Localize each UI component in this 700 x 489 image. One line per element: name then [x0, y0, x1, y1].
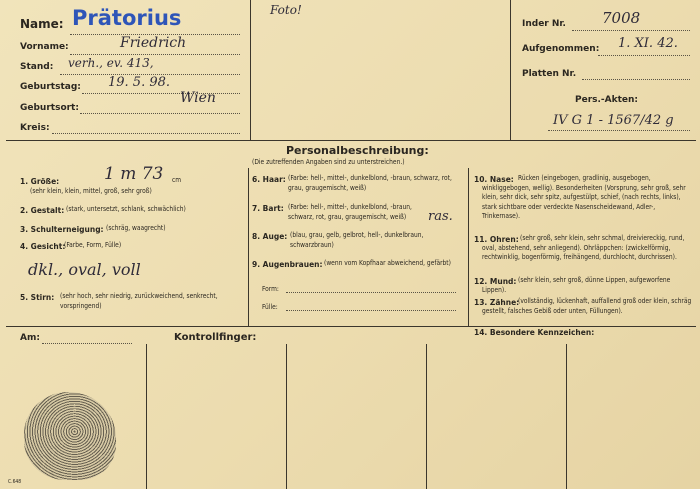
- item-6-text: (Farbe: hell-, mittel-, dunkelblond, -braun, schwarz, rot, grau, graugemischt, weiß): [288, 174, 452, 192]
- geburtsort-line: [80, 113, 240, 114]
- divider-col2: [468, 168, 469, 326]
- geburtstag-line: [82, 93, 240, 94]
- divider-finger-1: [146, 344, 147, 489]
- stand-label: Stand:: [20, 62, 54, 72]
- item-7-hand: ras.: [428, 209, 453, 224]
- item-11-label: 11. Ohren:: [474, 235, 519, 244]
- personalakten-line: [548, 130, 690, 131]
- item-6-label: 6. Haar:: [252, 175, 286, 184]
- item-9-label: 9. Augenbrauen:: [252, 260, 323, 269]
- divider-finger-4: [566, 344, 567, 489]
- personalakten-label: Pers.-Akten:: [575, 95, 639, 105]
- form-line: [286, 292, 456, 293]
- kreis-label: Kreis:: [20, 123, 50, 133]
- item-3-label: 3. Schulterneigung:: [20, 225, 104, 234]
- aufgenommen-value: 1. XI. 42.: [618, 36, 678, 51]
- item-10-label: 10. Nase:: [474, 175, 514, 184]
- item-8-text: (blau, grau, gelb, gelbrot, hell-, dunkelbraun, schwarzbraun): [290, 231, 424, 249]
- platten-line: [582, 79, 690, 80]
- item-14-label: 14. Besondere Kennzeichen:: [474, 328, 595, 337]
- foto-note: Foto!: [270, 3, 302, 17]
- fuelle-line: [286, 310, 456, 311]
- divider-header: [6, 140, 696, 141]
- item-1-label: 1. Größe:: [20, 177, 60, 186]
- divider-top-right: [510, 0, 511, 140]
- item-4-text: (Farbe, Form, Fülle): [64, 241, 122, 249]
- divider-top-left: [250, 0, 251, 140]
- section-subtitle: (Die zutreffenden Angaben sind zu unterstreichen.): [252, 158, 405, 166]
- fingerprint-image: [24, 392, 116, 480]
- name-label: Name:: [20, 17, 64, 31]
- divider-bottom: [6, 326, 696, 327]
- aufgenommen-line: [598, 55, 690, 56]
- divider-finger-2: [286, 344, 287, 489]
- section-title: Personalbeschreibung:: [286, 144, 429, 157]
- divider-finger-3: [426, 344, 427, 489]
- item-9-text: (wenn vom Kopfhaar abweichend, gefärbt): [324, 259, 451, 267]
- divider-col1: [248, 168, 249, 326]
- am-line: [42, 343, 132, 344]
- name-value: Prätorius: [72, 6, 182, 30]
- item-8-label: 8. Auge:: [252, 232, 288, 241]
- geburtsort-label: Geburtsort:: [20, 103, 79, 113]
- inder-value: 7008: [602, 9, 641, 27]
- stand-value: verh., ev. 413,: [68, 56, 154, 70]
- item-5-label: 5. Stirn:: [20, 293, 55, 302]
- item-12-text: (sehr klein, sehr groß, dünne Lippen, aufgeworfene Lippen).: [482, 276, 671, 294]
- item-5-text: (sehr hoch, sehr niedrig, zurückweichend, senkrecht, vorspringend): [60, 292, 218, 310]
- vorname-line: [70, 54, 240, 55]
- personalakten-value: IV G 1 - 1567/42 g: [553, 113, 674, 128]
- am-label: Am:: [20, 333, 40, 343]
- item-2-text: (stark, untersetzt, schlank, schwächlich): [66, 205, 186, 213]
- vorname-value: Friedrich: [120, 35, 187, 51]
- inder-label: Inder Nr.: [522, 19, 566, 29]
- item-1-text: (sehr klein, klein, mittel, groß, sehr groß): [30, 187, 152, 195]
- geburtstag-label: Geburtstag:: [20, 82, 81, 92]
- item-7-text: (Farbe: hell-, mittel-, dunkelblond, -braun, schwarz, rot, grau, graugemischt, weiß): [288, 203, 412, 221]
- item-3-text: (schräg, waagrecht): [106, 224, 166, 232]
- item-7-label: 7. Bart:: [252, 204, 284, 213]
- inder-line: [572, 30, 690, 31]
- corner-code: C.648: [8, 479, 22, 485]
- item-4-hand: dkl., oval, voll: [28, 260, 141, 279]
- kreis-line: [52, 133, 240, 134]
- item-11-text: (sehr groß, sehr klein, sehr schmal, dreiviereckig, rund, oval, abstehend, sehr anliegend). Ohrläppchen: (zwickelförmig, rechtwinklig, bogenförmig, freihängend, durchlocht, durchrissen).: [482, 234, 685, 262]
- geburtstag-value: 19. 5. 98.: [108, 75, 171, 90]
- form-label: Form:: [262, 285, 279, 293]
- aufgenommen-label: Aufgenommen:: [522, 44, 600, 54]
- kontrollfinger-label: Kontrollfinger:: [174, 332, 257, 343]
- vorname-label: Vorname:: [20, 42, 69, 52]
- platten-label: Platten Nr.: [522, 69, 577, 79]
- item-4-label: 4. Gesicht:: [20, 242, 66, 251]
- item-13-label: 13. Zähne:: [474, 298, 520, 307]
- item-13-text: (vollständig, lückenhaft, auffallend groß oder klein, schräg gestellt, falsches Gebiß oder unten, Füllungen).: [482, 297, 692, 315]
- item-1-unit: cm: [172, 176, 182, 184]
- geburtsort-value: Wien: [180, 90, 216, 106]
- item-1-value: 1 m 73: [104, 164, 164, 184]
- item-12-label: 12. Mund:: [474, 277, 517, 286]
- item-10-text: Rücken (eingebogen, gradlinig, ausgebogen, winkliggebogen, wellig). Besonderheiten (Vorsprung, sehr groß, sehr klein, sehr dick, sehr spitz, aufgestülpt, schief, (nach rechts, links), stark sichtbare oder verdeckte Nasenscheidewand, Adler-, Trinkernase).: [482, 174, 686, 221]
- item-2-label: 2. Gestalt:: [20, 206, 65, 215]
- fuelle-label: Fülle:: [262, 303, 278, 311]
